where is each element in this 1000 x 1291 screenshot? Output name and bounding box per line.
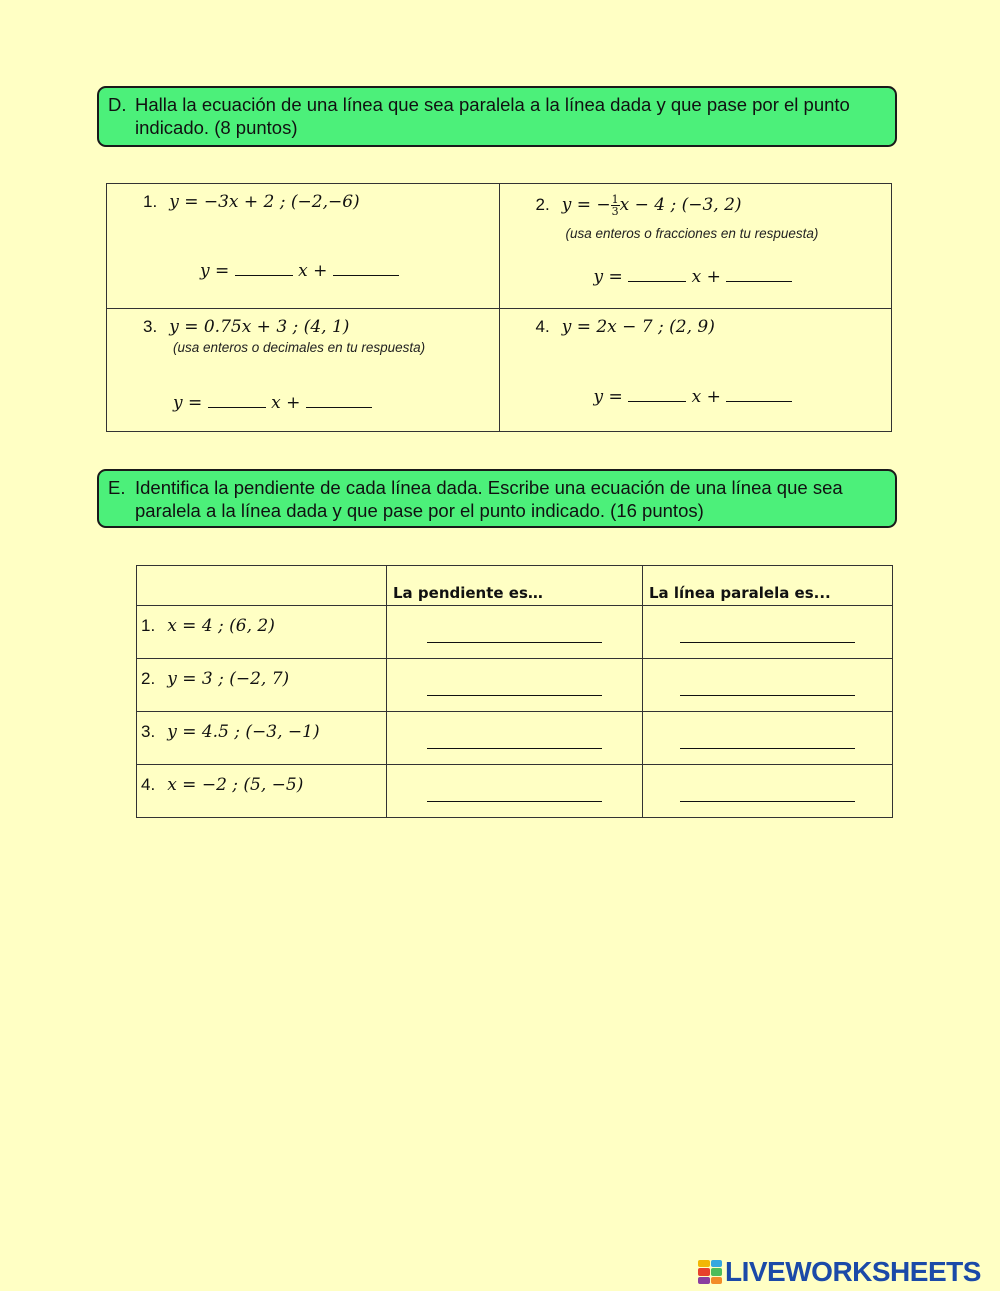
table-row: [137, 659, 893, 712]
section-e-instruction: Identifica la pendiente de cada línea dada. Escribe una ecuación de una línea que sea paralela a la línea dada y que pase por el punto indicado. (16 puntos): [135, 477, 843, 521]
header-slope: La pendiente es…: [387, 566, 643, 606]
problem-d2: 2. y = − $\frac{1}{3}$ x − 4 ; (−3, 2): [535, 193, 742, 218]
answer-d3-intercept-blank[interactable]: [306, 393, 372, 408]
problem-d3-note: (usa enteros o decimales en tu respuesta): [173, 340, 426, 355]
answer-d1-intercept-blank[interactable]: [333, 261, 399, 276]
problem-d4: 4. y = 2x − 7 ; (2, 9): [535, 317, 715, 337]
answer-d2-slope-blank[interactable]: [628, 267, 686, 282]
answer-d3-slope-blank[interactable]: [208, 393, 266, 408]
answer-d3: y = x +: [173, 393, 372, 413]
slope-answer-blank-2[interactable]: [427, 695, 602, 696]
slope-answer-blank-3[interactable]: [427, 748, 602, 749]
problem-d3-cell: [107, 309, 500, 432]
answer-d1: y = x +: [200, 261, 399, 281]
parallel-answer-blank-4[interactable]: [680, 801, 855, 802]
fraction-one-third: $\frac{1}{3}$: [611, 193, 619, 218]
slope-answer-blank-4[interactable]: [427, 801, 602, 802]
liveworksheets-logo: [698, 1256, 981, 1288]
problem-d2-cell: [499, 184, 892, 309]
problem-d4-cell: [499, 309, 892, 432]
parallel-answer-blank-1[interactable]: [680, 642, 855, 643]
answer-d1-slope-blank[interactable]: [235, 261, 293, 276]
problem-d1: 1. y = −3x + 2 ; (−2,−6): [143, 192, 360, 212]
problem-e4: 4. x = −2 ; (5, −5): [141, 775, 304, 795]
logo-text: LIVEWORKSHEETS: [725, 1256, 981, 1287]
problem-d1-equation: y = −3x + 2 ; (−2,−6): [169, 192, 360, 212]
answer-d2-intercept-blank[interactable]: [726, 267, 792, 282]
problem-d3-equation: y = 0.75x + 3 ; (4, 1): [169, 317, 350, 337]
problem-e1: 1. x = 4 ; (6, 2): [141, 616, 275, 636]
answer-d4: y = x +: [594, 387, 793, 407]
table-row: [137, 712, 893, 765]
section-d-instruction: Halla la ecuación de una línea que sea paralela a la línea dada y que pase por el punto indicado. (8 puntos): [135, 94, 850, 138]
slope-answer-blank-1[interactable]: [427, 642, 602, 643]
parallel-answer-blank-3[interactable]: [680, 748, 855, 749]
section-d-table: [106, 183, 892, 432]
section-d-letter: D.: [108, 94, 127, 115]
table-row: [137, 765, 893, 818]
answer-d2: y = x +: [594, 267, 793, 287]
section-e-table: [136, 565, 893, 818]
liveworksheets-logo-icon: [698, 1260, 722, 1284]
header-blank: [137, 566, 387, 606]
problem-d1-cell: [107, 184, 500, 309]
header-parallel-line: La línea paralela es...: [643, 566, 893, 606]
section-e-letter: E.: [108, 477, 126, 498]
table-row: [137, 606, 893, 659]
section-e-header: [97, 469, 897, 528]
problem-e3: 3. y = 4.5 ; (−3, −1): [141, 722, 320, 742]
problem-d3: 3. y = 0.75x + 3 ; (4, 1): [143, 317, 350, 337]
parallel-answer-blank-2[interactable]: [680, 695, 855, 696]
problem-e2: 2. y = 3 ; (−2, 7): [141, 669, 290, 689]
problem-d4-equation: y = 2x − 7 ; (2, 9): [561, 317, 715, 337]
problem-d2-note: (usa enteros o fracciones en tu respuesta): [565, 226, 819, 241]
answer-d4-intercept-blank[interactable]: [726, 387, 792, 402]
answer-d4-slope-blank[interactable]: [628, 387, 686, 402]
section-d-header: [97, 86, 897, 147]
